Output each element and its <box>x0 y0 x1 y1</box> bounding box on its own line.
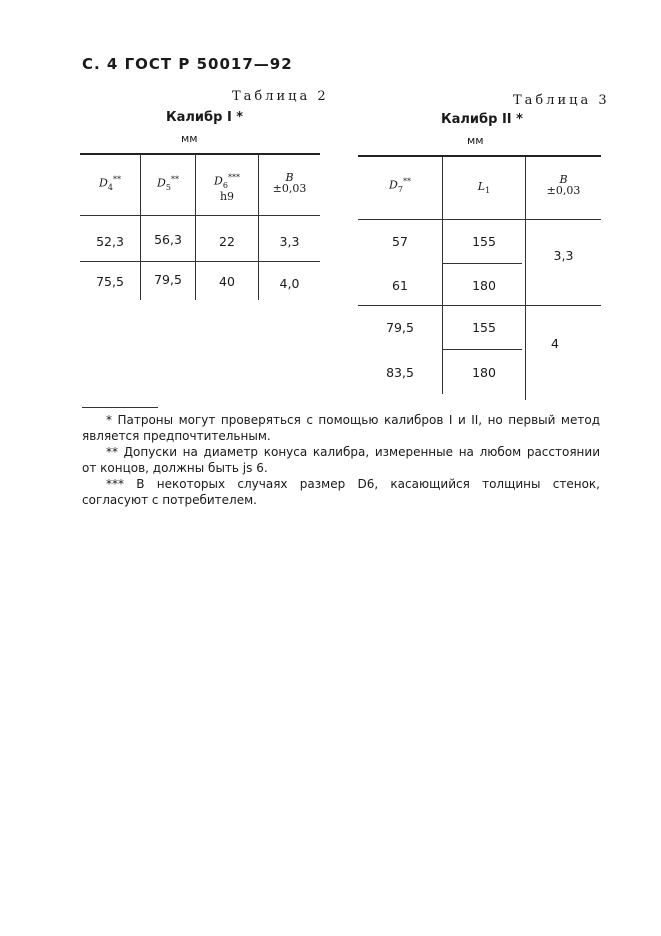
table2-header-d6: $D_6^{***}$ h9 <box>214 173 240 203</box>
table3-merged-b-cell: 3,3 <box>553 248 574 263</box>
table3-top-rule <box>358 155 601 157</box>
table3-header-b: B ±0,03 <box>546 173 581 197</box>
table2-cell: 52,3 <box>96 234 124 249</box>
table2-caption: Таблица 2 <box>232 89 329 104</box>
table2-header-rule <box>80 215 320 216</box>
table3-caption: Таблица 3 <box>513 93 610 108</box>
table3-group-rule <box>358 305 601 306</box>
footnotes <box>82 412 600 508</box>
table3-cell: 57 <box>392 234 408 249</box>
table2-cell: 4,0 <box>279 276 300 291</box>
table2-cell: 75,5 <box>96 274 124 289</box>
table3-title: Калибр II * <box>441 112 523 127</box>
table2-cell: 22 <box>219 234 235 249</box>
table3-row-rule <box>442 349 522 350</box>
table3-cell: 79,5 <box>386 320 414 335</box>
table2-cell: 79,5 <box>154 272 182 287</box>
table3-cell: 180 <box>472 278 496 293</box>
table2-title: Калибр I * <box>166 110 244 125</box>
table2-cell: 40 <box>219 274 235 289</box>
table3-cell: 180 <box>472 365 496 380</box>
table3-merged-b-cell: 4 <box>551 336 559 351</box>
footnote: ** Допуски на диаметр конуса калибра, измеренные на любом расстоянии от концов, должны быть js 6. <box>82 445 600 475</box>
table3-header-d7: $D_7^{**}$ <box>389 177 411 194</box>
table2-cell: 3,3 <box>279 234 300 249</box>
footnote: *** В некоторых случаях размер D6, касающийся толщины стенок, согласуют с потребителем. <box>82 477 600 507</box>
table3-header-rule <box>358 219 601 220</box>
table2-cell: 56,3 <box>154 232 182 247</box>
footnote-rule <box>82 407 158 408</box>
table3-row-rule <box>442 263 522 264</box>
table3-cell: 83,5 <box>386 365 414 380</box>
table3-header-l1: $L_1$ <box>477 180 491 196</box>
table2-header-b: B ±0,03 <box>272 171 307 195</box>
table2-row-rule <box>80 261 320 262</box>
table3-unit: мм <box>467 134 484 147</box>
table2-top-rule <box>80 153 320 155</box>
footnote: * Патроны могут проверяться с помощью калибров I и II, но первый метод является предпочтительным. <box>82 413 600 443</box>
table3-cell: 155 <box>472 320 496 335</box>
table3-cell: 155 <box>472 234 496 249</box>
table2-unit: мм <box>181 132 198 145</box>
table2-header-d5: $D_5^{**}$ <box>157 175 179 192</box>
page-header: С. 4 ГОСТ Р 50017—92 <box>82 55 293 73</box>
table3-cell: 61 <box>392 278 408 293</box>
table2-header-d4: $D_4^{**}$ <box>99 175 121 192</box>
